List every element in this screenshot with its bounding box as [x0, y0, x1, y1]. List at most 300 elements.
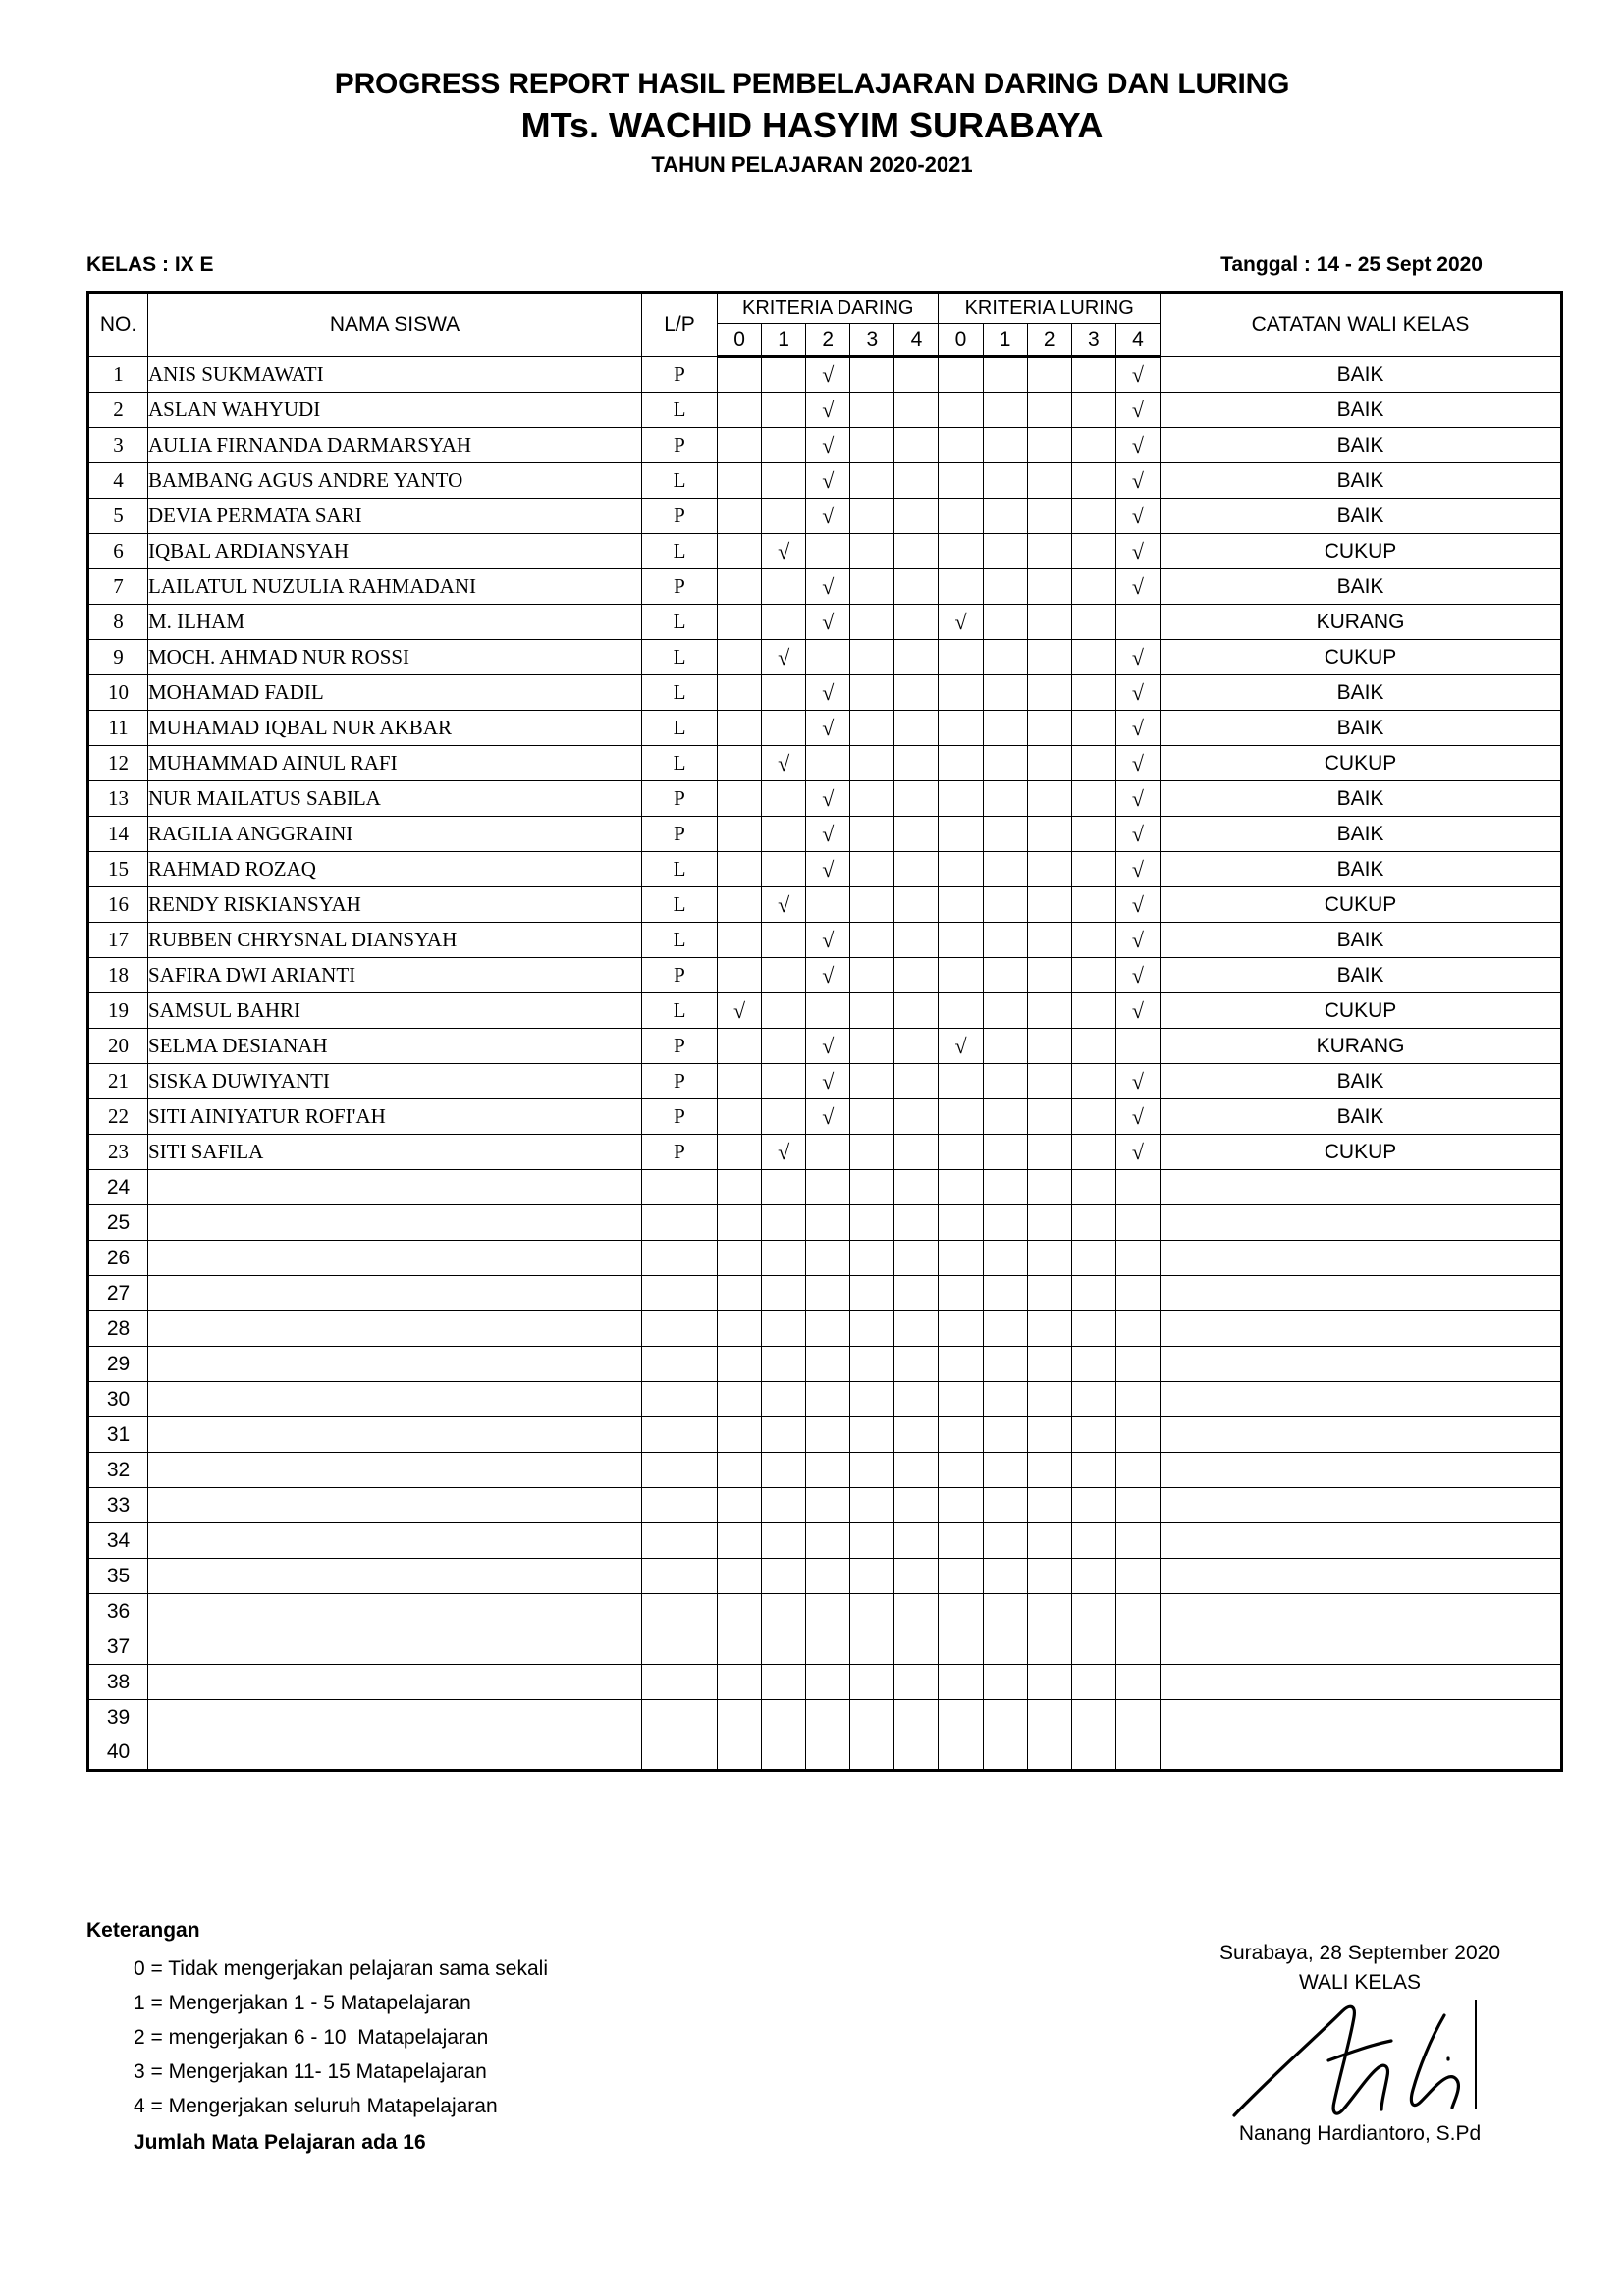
- cell-teacher-note[interactable]: [1161, 1417, 1562, 1453]
- table-row[interactable]: [88, 887, 1562, 923]
- cell-gender[interactable]: L: [642, 605, 718, 640]
- cell-daring-0[interactable]: [718, 1488, 762, 1523]
- cell-gender[interactable]: [642, 1276, 718, 1311]
- cell-daring-2[interactable]: [806, 1241, 850, 1276]
- cell-daring-1[interactable]: [762, 1205, 806, 1241]
- cell-luring-1[interactable]: [983, 534, 1027, 569]
- cell-luring-0[interactable]: [939, 1311, 983, 1347]
- cell-luring-3[interactable]: [1071, 1523, 1115, 1559]
- cell-daring-2[interactable]: √: [806, 817, 850, 852]
- cell-daring-2[interactable]: √: [806, 428, 850, 463]
- cell-luring-1[interactable]: [983, 428, 1027, 463]
- cell-daring-2[interactable]: [806, 746, 850, 781]
- cell-teacher-note[interactable]: [1161, 1241, 1562, 1276]
- cell-student-name[interactable]: LAILATUL NUZULIA RAHMADANI: [148, 569, 642, 605]
- cell-luring-3[interactable]: [1071, 1241, 1115, 1276]
- cell-daring-1[interactable]: [762, 1382, 806, 1417]
- cell-daring-0[interactable]: [718, 887, 762, 923]
- cell-daring-2[interactable]: √: [806, 1029, 850, 1064]
- cell-gender[interactable]: P: [642, 958, 718, 993]
- cell-daring-2[interactable]: [806, 534, 850, 569]
- table-row[interactable]: [88, 1241, 1562, 1276]
- cell-daring-3[interactable]: [850, 1559, 894, 1594]
- cell-daring-1[interactable]: [762, 393, 806, 428]
- cell-luring-2[interactable]: [1027, 675, 1071, 711]
- cell-daring-0[interactable]: [718, 1276, 762, 1311]
- cell-luring-2[interactable]: [1027, 923, 1071, 958]
- cell-luring-0[interactable]: [939, 1170, 983, 1205]
- cell-daring-4[interactable]: [894, 1559, 939, 1594]
- cell-luring-0[interactable]: [939, 923, 983, 958]
- cell-gender[interactable]: L: [642, 675, 718, 711]
- cell-luring-4[interactable]: [1115, 1594, 1160, 1629]
- cell-student-name[interactable]: MUHAMMAD AINUL RAFI: [148, 746, 642, 781]
- cell-luring-3[interactable]: [1071, 852, 1115, 887]
- cell-luring-2[interactable]: [1027, 1170, 1071, 1205]
- table-row[interactable]: [88, 958, 1562, 993]
- cell-luring-2[interactable]: [1027, 499, 1071, 534]
- cell-luring-3[interactable]: [1071, 1559, 1115, 1594]
- cell-luring-0[interactable]: [939, 1523, 983, 1559]
- cell-daring-4[interactable]: [894, 499, 939, 534]
- cell-teacher-note[interactable]: [1161, 1735, 1562, 1771]
- cell-student-name[interactable]: MUHAMAD IQBAL NUR AKBAR: [148, 711, 642, 746]
- cell-luring-3[interactable]: [1071, 499, 1115, 534]
- cell-luring-0[interactable]: [939, 1099, 983, 1135]
- cell-luring-3[interactable]: [1071, 993, 1115, 1029]
- cell-daring-3[interactable]: [850, 887, 894, 923]
- cell-daring-4[interactable]: [894, 1594, 939, 1629]
- cell-teacher-note[interactable]: CUKUP: [1161, 746, 1562, 781]
- cell-daring-4[interactable]: [894, 1629, 939, 1665]
- cell-luring-0[interactable]: [939, 1276, 983, 1311]
- cell-student-name[interactable]: SAMSUL BAHRI: [148, 993, 642, 1029]
- cell-teacher-note[interactable]: CUKUP: [1161, 640, 1562, 675]
- table-row[interactable]: [88, 711, 1562, 746]
- cell-gender[interactable]: L: [642, 852, 718, 887]
- cell-luring-2[interactable]: [1027, 781, 1071, 817]
- cell-gender[interactable]: L: [642, 393, 718, 428]
- table-row[interactable]: [88, 640, 1562, 675]
- cell-daring-0[interactable]: [718, 605, 762, 640]
- cell-teacher-note[interactable]: [1161, 1453, 1562, 1488]
- cell-luring-1[interactable]: [983, 746, 1027, 781]
- cell-student-name[interactable]: DEVIA PERMATA SARI: [148, 499, 642, 534]
- cell-student-name[interactable]: SAFIRA DWI ARIANTI: [148, 958, 642, 993]
- cell-gender[interactable]: P: [642, 428, 718, 463]
- cell-luring-1[interactable]: [983, 711, 1027, 746]
- cell-luring-4[interactable]: √: [1115, 357, 1160, 393]
- table-row[interactable]: [88, 569, 1562, 605]
- cell-daring-1[interactable]: [762, 675, 806, 711]
- cell-daring-4[interactable]: [894, 958, 939, 993]
- cell-luring-3[interactable]: [1071, 534, 1115, 569]
- cell-luring-1[interactable]: [983, 393, 1027, 428]
- cell-luring-2[interactable]: [1027, 569, 1071, 605]
- cell-luring-3[interactable]: [1071, 1029, 1115, 1064]
- cell-teacher-note[interactable]: [1161, 1665, 1562, 1700]
- cell-luring-4[interactable]: √: [1115, 817, 1160, 852]
- cell-luring-0[interactable]: [939, 1453, 983, 1488]
- cell-daring-4[interactable]: [894, 1523, 939, 1559]
- cell-daring-1[interactable]: [762, 428, 806, 463]
- cell-luring-0[interactable]: [939, 393, 983, 428]
- cell-daring-1[interactable]: [762, 817, 806, 852]
- cell-luring-0[interactable]: [939, 1135, 983, 1170]
- cell-student-name[interactable]: [148, 1559, 642, 1594]
- cell-luring-0[interactable]: [939, 640, 983, 675]
- cell-luring-1[interactable]: [983, 605, 1027, 640]
- cell-daring-3[interactable]: [850, 569, 894, 605]
- cell-teacher-note[interactable]: BAIK: [1161, 428, 1562, 463]
- cell-luring-0[interactable]: [939, 463, 983, 499]
- cell-luring-2[interactable]: [1027, 958, 1071, 993]
- cell-luring-2[interactable]: [1027, 1665, 1071, 1700]
- cell-daring-2[interactable]: [806, 993, 850, 1029]
- cell-daring-0[interactable]: [718, 569, 762, 605]
- cell-luring-4[interactable]: [1115, 1488, 1160, 1523]
- cell-daring-3[interactable]: [850, 1029, 894, 1064]
- table-row[interactable]: [88, 923, 1562, 958]
- cell-luring-2[interactable]: [1027, 357, 1071, 393]
- table-row[interactable]: [88, 1064, 1562, 1099]
- cell-daring-2[interactable]: √: [806, 1064, 850, 1099]
- cell-daring-0[interactable]: [718, 1347, 762, 1382]
- cell-teacher-note[interactable]: BAIK: [1161, 817, 1562, 852]
- cell-daring-4[interactable]: [894, 711, 939, 746]
- cell-gender[interactable]: [642, 1700, 718, 1735]
- cell-gender[interactable]: L: [642, 923, 718, 958]
- cell-gender[interactable]: L: [642, 463, 718, 499]
- cell-daring-3[interactable]: [850, 1382, 894, 1417]
- cell-luring-0[interactable]: [939, 1064, 983, 1099]
- cell-student-name[interactable]: RAGILIA ANGGRAINI: [148, 817, 642, 852]
- cell-luring-1[interactable]: [983, 1700, 1027, 1735]
- cell-daring-3[interactable]: [850, 746, 894, 781]
- cell-student-name[interactable]: IQBAL ARDIANSYAH: [148, 534, 642, 569]
- cell-daring-1[interactable]: [762, 1241, 806, 1276]
- cell-daring-1[interactable]: [762, 1170, 806, 1205]
- cell-teacher-note[interactable]: BAIK: [1161, 499, 1562, 534]
- cell-luring-2[interactable]: [1027, 887, 1071, 923]
- cell-luring-3[interactable]: [1071, 357, 1115, 393]
- cell-luring-3[interactable]: [1071, 1170, 1115, 1205]
- cell-luring-1[interactable]: [983, 499, 1027, 534]
- cell-luring-0[interactable]: [939, 534, 983, 569]
- cell-luring-1[interactable]: [983, 958, 1027, 993]
- cell-daring-4[interactable]: [894, 605, 939, 640]
- cell-luring-0[interactable]: [939, 1629, 983, 1665]
- cell-student-name[interactable]: [148, 1629, 642, 1665]
- cell-luring-3[interactable]: [1071, 605, 1115, 640]
- cell-luring-0[interactable]: [939, 993, 983, 1029]
- cell-teacher-note[interactable]: BAIK: [1161, 1099, 1562, 1135]
- cell-daring-3[interactable]: [850, 1099, 894, 1135]
- table-row[interactable]: [88, 1170, 1562, 1205]
- cell-luring-4[interactable]: [1115, 1382, 1160, 1417]
- cell-luring-1[interactable]: [983, 1665, 1027, 1700]
- cell-luring-1[interactable]: [983, 1488, 1027, 1523]
- cell-student-name[interactable]: [148, 1417, 642, 1453]
- cell-luring-3[interactable]: [1071, 1453, 1115, 1488]
- table-row[interactable]: [88, 1700, 1562, 1735]
- cell-luring-4[interactable]: [1115, 1700, 1160, 1735]
- cell-gender[interactable]: L: [642, 993, 718, 1029]
- cell-daring-1[interactable]: [762, 1064, 806, 1099]
- cell-daring-4[interactable]: [894, 1665, 939, 1700]
- table-row[interactable]: [88, 1453, 1562, 1488]
- cell-luring-0[interactable]: [939, 958, 983, 993]
- cell-gender[interactable]: L: [642, 534, 718, 569]
- cell-luring-1[interactable]: [983, 887, 1027, 923]
- cell-daring-1[interactable]: [762, 781, 806, 817]
- cell-daring-2[interactable]: [806, 1629, 850, 1665]
- cell-daring-3[interactable]: [850, 605, 894, 640]
- cell-gender[interactable]: [642, 1382, 718, 1417]
- table-row[interactable]: [88, 1276, 1562, 1311]
- table-row[interactable]: [88, 1382, 1562, 1417]
- cell-luring-2[interactable]: [1027, 1417, 1071, 1453]
- cell-luring-3[interactable]: [1071, 1700, 1115, 1735]
- cell-daring-0[interactable]: [718, 393, 762, 428]
- cell-daring-1[interactable]: [762, 1453, 806, 1488]
- cell-luring-2[interactable]: [1027, 1559, 1071, 1594]
- cell-gender[interactable]: L: [642, 711, 718, 746]
- cell-daring-3[interactable]: [850, 1311, 894, 1347]
- cell-daring-1[interactable]: √: [762, 1135, 806, 1170]
- cell-daring-0[interactable]: [718, 1594, 762, 1629]
- cell-teacher-note[interactable]: CUKUP: [1161, 887, 1562, 923]
- cell-daring-1[interactable]: [762, 923, 806, 958]
- cell-student-name[interactable]: [148, 1735, 642, 1771]
- cell-luring-4[interactable]: √: [1115, 640, 1160, 675]
- cell-daring-4[interactable]: [894, 1417, 939, 1453]
- cell-daring-3[interactable]: [850, 958, 894, 993]
- cell-luring-3[interactable]: [1071, 1488, 1115, 1523]
- cell-luring-3[interactable]: [1071, 1417, 1115, 1453]
- cell-daring-4[interactable]: [894, 393, 939, 428]
- cell-daring-0[interactable]: [718, 1735, 762, 1771]
- cell-gender[interactable]: L: [642, 887, 718, 923]
- cell-daring-0[interactable]: [718, 499, 762, 534]
- cell-luring-2[interactable]: [1027, 1629, 1071, 1665]
- cell-teacher-note[interactable]: [1161, 1523, 1562, 1559]
- cell-daring-1[interactable]: [762, 1276, 806, 1311]
- cell-daring-2[interactable]: [806, 1700, 850, 1735]
- cell-luring-4[interactable]: [1115, 1170, 1160, 1205]
- cell-gender[interactable]: [642, 1629, 718, 1665]
- cell-daring-3[interactable]: [850, 1170, 894, 1205]
- table-row[interactable]: [88, 1417, 1562, 1453]
- cell-gender[interactable]: [642, 1453, 718, 1488]
- cell-teacher-note[interactable]: CUKUP: [1161, 1135, 1562, 1170]
- cell-luring-2[interactable]: [1027, 1735, 1071, 1771]
- cell-gender[interactable]: P: [642, 781, 718, 817]
- cell-teacher-note[interactable]: BAIK: [1161, 923, 1562, 958]
- cell-daring-0[interactable]: [718, 852, 762, 887]
- cell-daring-4[interactable]: [894, 1064, 939, 1099]
- table-row[interactable]: [88, 1629, 1562, 1665]
- cell-daring-1[interactable]: [762, 1311, 806, 1347]
- cell-daring-3[interactable]: [850, 640, 894, 675]
- cell-luring-1[interactable]: [983, 1735, 1027, 1771]
- cell-student-name[interactable]: [148, 1523, 642, 1559]
- cell-gender[interactable]: [642, 1417, 718, 1453]
- cell-daring-3[interactable]: [850, 1735, 894, 1771]
- table-row[interactable]: [88, 605, 1562, 640]
- cell-luring-1[interactable]: [983, 993, 1027, 1029]
- cell-daring-3[interactable]: [850, 675, 894, 711]
- cell-luring-2[interactable]: [1027, 1594, 1071, 1629]
- cell-luring-1[interactable]: [983, 852, 1027, 887]
- cell-luring-2[interactable]: [1027, 463, 1071, 499]
- cell-daring-0[interactable]: [718, 463, 762, 499]
- cell-luring-1[interactable]: [983, 1029, 1027, 1064]
- cell-student-name[interactable]: [148, 1347, 642, 1382]
- cell-daring-3[interactable]: [850, 1205, 894, 1241]
- cell-teacher-note[interactable]: BAIK: [1161, 781, 1562, 817]
- cell-luring-1[interactable]: [983, 1453, 1027, 1488]
- cell-daring-2[interactable]: [806, 1453, 850, 1488]
- cell-student-name[interactable]: MOHAMAD FADIL: [148, 675, 642, 711]
- cell-luring-4[interactable]: [1115, 1735, 1160, 1771]
- cell-gender[interactable]: [642, 1311, 718, 1347]
- cell-daring-3[interactable]: [850, 428, 894, 463]
- cell-luring-2[interactable]: [1027, 1135, 1071, 1170]
- cell-student-name[interactable]: RENDY RISKIANSYAH: [148, 887, 642, 923]
- cell-student-name[interactable]: SITI AINIYATUR ROFI'AH: [148, 1099, 642, 1135]
- cell-daring-3[interactable]: [850, 1241, 894, 1276]
- cell-teacher-note[interactable]: [1161, 1276, 1562, 1311]
- cell-daring-1[interactable]: [762, 1735, 806, 1771]
- cell-luring-2[interactable]: [1027, 1205, 1071, 1241]
- cell-gender[interactable]: P: [642, 1029, 718, 1064]
- cell-luring-2[interactable]: [1027, 1453, 1071, 1488]
- cell-daring-2[interactable]: [806, 1417, 850, 1453]
- cell-student-name[interactable]: [148, 1276, 642, 1311]
- cell-luring-4[interactable]: √: [1115, 852, 1160, 887]
- cell-daring-0[interactable]: [718, 428, 762, 463]
- cell-student-name[interactable]: [148, 1205, 642, 1241]
- cell-teacher-note[interactable]: CUKUP: [1161, 534, 1562, 569]
- table-row[interactable]: [88, 746, 1562, 781]
- cell-luring-2[interactable]: [1027, 1700, 1071, 1735]
- cell-daring-0[interactable]: [718, 640, 762, 675]
- cell-student-name[interactable]: MOCH. AHMAD NUR ROSSI: [148, 640, 642, 675]
- cell-luring-0[interactable]: [939, 1241, 983, 1276]
- cell-luring-4[interactable]: √: [1115, 499, 1160, 534]
- cell-luring-4[interactable]: √: [1115, 569, 1160, 605]
- cell-luring-3[interactable]: [1071, 817, 1115, 852]
- cell-luring-0[interactable]: [939, 1735, 983, 1771]
- cell-luring-4[interactable]: [1115, 1347, 1160, 1382]
- cell-daring-4[interactable]: [894, 1311, 939, 1347]
- cell-daring-2[interactable]: √: [806, 1099, 850, 1135]
- cell-luring-1[interactable]: [983, 1347, 1027, 1382]
- table-row[interactable]: [88, 428, 1562, 463]
- cell-luring-1[interactable]: [983, 1276, 1027, 1311]
- cell-daring-3[interactable]: [850, 1276, 894, 1311]
- table-row[interactable]: [88, 393, 1562, 428]
- cell-gender[interactable]: [642, 1170, 718, 1205]
- cell-luring-1[interactable]: [983, 640, 1027, 675]
- cell-luring-4[interactable]: [1115, 1559, 1160, 1594]
- cell-daring-2[interactable]: √: [806, 923, 850, 958]
- cell-luring-3[interactable]: [1071, 1629, 1115, 1665]
- cell-daring-3[interactable]: [850, 1629, 894, 1665]
- cell-gender[interactable]: [642, 1559, 718, 1594]
- cell-luring-2[interactable]: [1027, 1382, 1071, 1417]
- cell-luring-2[interactable]: [1027, 1276, 1071, 1311]
- cell-luring-4[interactable]: [1115, 605, 1160, 640]
- cell-luring-0[interactable]: [939, 1347, 983, 1382]
- cell-luring-3[interactable]: [1071, 569, 1115, 605]
- cell-student-name[interactable]: RAHMAD ROZAQ: [148, 852, 642, 887]
- cell-daring-0[interactable]: [718, 923, 762, 958]
- cell-daring-3[interactable]: [850, 1488, 894, 1523]
- cell-daring-4[interactable]: [894, 675, 939, 711]
- cell-daring-0[interactable]: [718, 1241, 762, 1276]
- cell-daring-0[interactable]: [718, 1453, 762, 1488]
- cell-daring-0[interactable]: [718, 357, 762, 393]
- cell-daring-2[interactable]: [806, 1205, 850, 1241]
- cell-daring-1[interactable]: √: [762, 640, 806, 675]
- cell-luring-4[interactable]: [1115, 1311, 1160, 1347]
- table-row[interactable]: [88, 852, 1562, 887]
- cell-daring-0[interactable]: [718, 675, 762, 711]
- cell-daring-1[interactable]: [762, 1700, 806, 1735]
- cell-teacher-note[interactable]: [1161, 1488, 1562, 1523]
- cell-daring-2[interactable]: [806, 1594, 850, 1629]
- cell-luring-2[interactable]: [1027, 534, 1071, 569]
- cell-luring-4[interactable]: [1115, 1453, 1160, 1488]
- table-row[interactable]: [88, 1347, 1562, 1382]
- cell-daring-0[interactable]: [718, 1700, 762, 1735]
- cell-daring-1[interactable]: [762, 499, 806, 534]
- cell-daring-2[interactable]: √: [806, 958, 850, 993]
- cell-student-name[interactable]: AULIA FIRNANDA DARMARSYAH: [148, 428, 642, 463]
- cell-luring-3[interactable]: [1071, 1064, 1115, 1099]
- cell-luring-3[interactable]: [1071, 923, 1115, 958]
- cell-daring-3[interactable]: [850, 463, 894, 499]
- cell-luring-4[interactable]: √: [1115, 534, 1160, 569]
- cell-daring-3[interactable]: [850, 534, 894, 569]
- cell-luring-1[interactable]: [983, 1099, 1027, 1135]
- cell-luring-3[interactable]: [1071, 1594, 1115, 1629]
- cell-luring-4[interactable]: [1115, 1523, 1160, 1559]
- cell-luring-0[interactable]: [939, 852, 983, 887]
- cell-luring-1[interactable]: [983, 1311, 1027, 1347]
- cell-daring-4[interactable]: [894, 1135, 939, 1170]
- cell-luring-2[interactable]: [1027, 852, 1071, 887]
- cell-luring-2[interactable]: [1027, 1241, 1071, 1276]
- cell-student-name[interactable]: SISKA DUWIYANTI: [148, 1064, 642, 1099]
- cell-daring-3[interactable]: [850, 852, 894, 887]
- cell-luring-3[interactable]: [1071, 958, 1115, 993]
- cell-teacher-note[interactable]: BAIK: [1161, 958, 1562, 993]
- cell-daring-3[interactable]: [850, 817, 894, 852]
- cell-luring-2[interactable]: [1027, 746, 1071, 781]
- cell-luring-0[interactable]: √: [939, 605, 983, 640]
- cell-student-name[interactable]: ASLAN WAHYUDI: [148, 393, 642, 428]
- cell-teacher-note[interactable]: [1161, 1170, 1562, 1205]
- cell-daring-3[interactable]: [850, 1665, 894, 1700]
- cell-gender[interactable]: P: [642, 1064, 718, 1099]
- cell-daring-1[interactable]: √: [762, 887, 806, 923]
- table-row[interactable]: [88, 357, 1562, 393]
- cell-student-name[interactable]: [148, 1488, 642, 1523]
- cell-daring-2[interactable]: √: [806, 675, 850, 711]
